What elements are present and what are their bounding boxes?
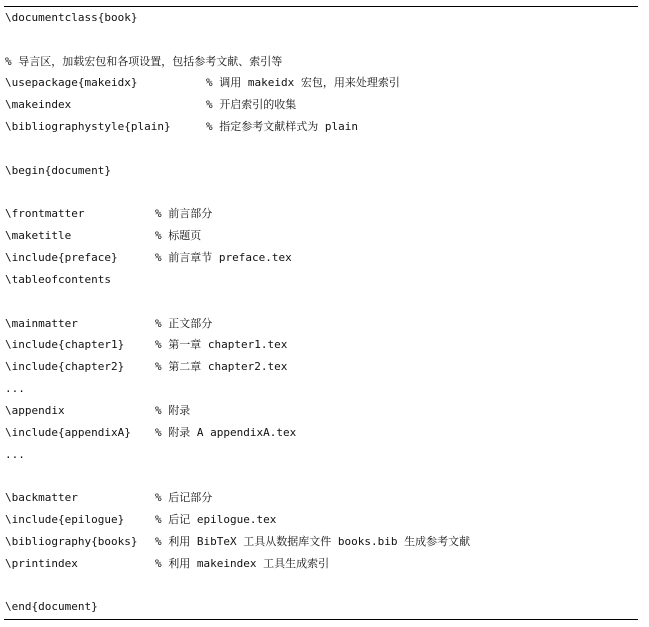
ellipsis-line: ... [5,447,25,461]
code-command: \bibliographystyle{plain} [5,120,171,134]
code-line [5,531,470,553]
code-line [5,225,470,247]
blank-line [5,575,470,597]
code-line: \begin{document} [5,163,111,177]
code-line [5,116,470,138]
code-command: \include{epilogue} [5,513,125,527]
code-command: \usepackage{makeidx} [5,76,138,90]
code-command: \include{preface} [5,251,118,265]
code-comment: % 附录 [155,403,191,417]
code-command: \mainmatter [5,316,78,330]
code-command: \include{chapter2} [5,360,125,374]
blank-line [5,182,470,204]
code-comment: % 开启索引的收集 [206,98,297,112]
code-command: \appendix [5,403,65,417]
code-command: \include{chapter1} [5,338,125,352]
code-command: \bibliography{books} [5,534,138,548]
code-comment: % 附录 A appendixA.tex [155,425,297,439]
code-command: \frontmatter [5,207,85,221]
latex-code-listing [5,7,470,618]
code-line [5,553,470,575]
code-line [5,203,470,225]
bottom-rule [4,619,638,620]
code-line [5,247,470,269]
code-command: \include{appendixA} [5,425,131,439]
code-comment: % 第二章 chapter2.tex [155,360,288,374]
code-line: \documentclass{book} [5,11,138,24]
blank-line [5,29,470,51]
code-command: \maketitle [5,229,72,243]
code-comment: % 指定参考文献样式为 plain [206,120,358,134]
blank-line [5,465,470,487]
code-command: \makeindex [5,98,72,112]
code-comment: % 调用 makeidx 宏包，用来处理索引 [206,76,400,90]
code-line [5,400,470,422]
code-comment: % 后记 epilogue.tex [155,513,277,527]
code-line: \end{document} [5,600,98,614]
code-comment: % 第一章 chapter1.tex [155,338,288,352]
ellipsis-line: ... [5,382,25,396]
blank-line [5,138,470,160]
code-line: \tableofcontents [5,272,111,286]
code-comment: % 后记部分 [155,491,213,505]
code-command: \printindex [5,556,78,570]
code-line [5,487,470,509]
code-comment: % 利用 BibTeX 工具从数据库文件 books.bib 生成参考文献 [155,534,471,548]
code-comment: % 利用 makeindex 工具生成索引 [155,556,330,570]
code-line [5,72,470,94]
blank-line [5,291,470,313]
code-line [5,313,470,335]
code-line [5,509,470,531]
code-command: \backmatter [5,491,78,505]
code-comment: % 标题页 [155,229,202,243]
code-comment: % 正文部分 [155,316,213,330]
code-comment: % 前言部分 [155,207,213,221]
code-line [5,94,470,116]
code-comment: % 前言章节 preface.tex [155,251,292,265]
code-line [5,334,470,356]
code-comment-line: % 导言区，加载宏包和各项设置，包括参考文献、索引等 [5,54,283,68]
code-line [5,356,470,378]
code-line [5,422,470,444]
